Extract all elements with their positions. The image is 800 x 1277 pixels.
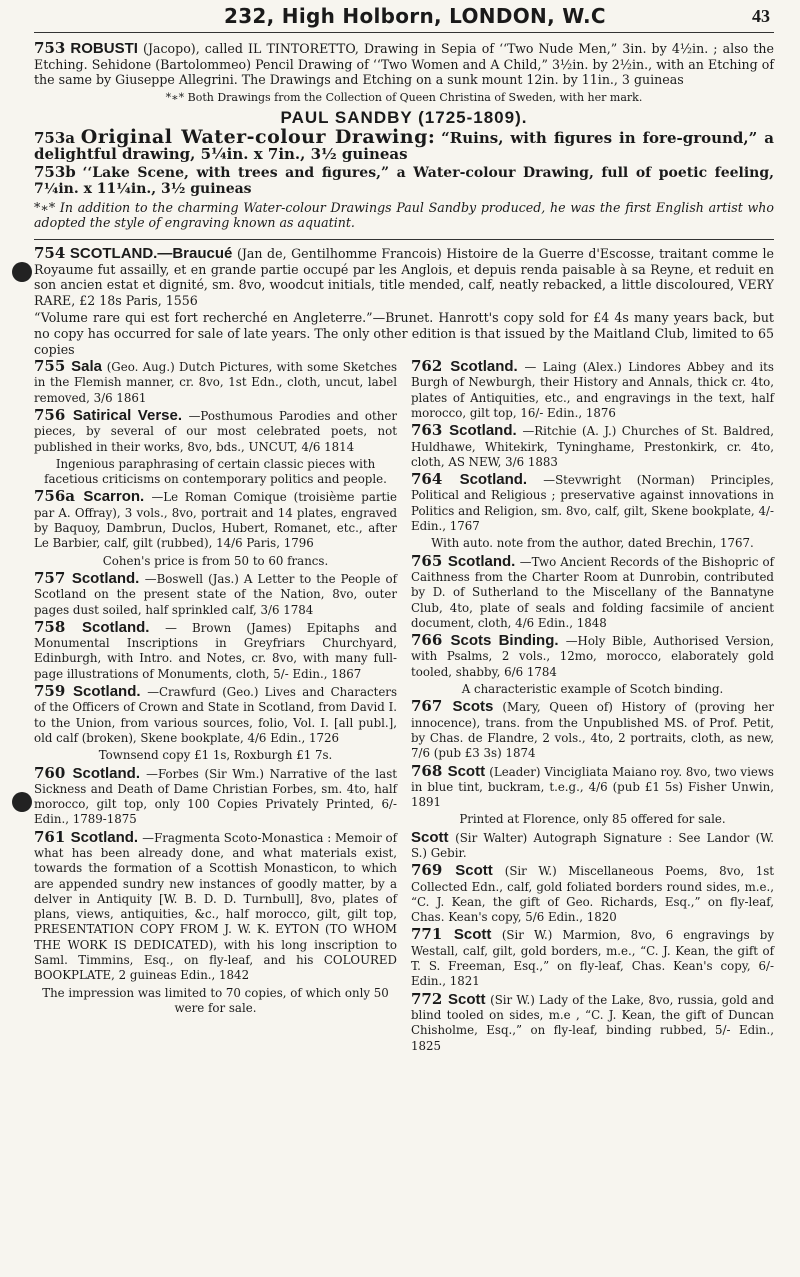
entry-text: The impression was limited to 70 copies, of which only 50 were for sale.	[42, 985, 389, 1015]
catalogue-entry	[34, 568, 397, 618]
entry-text: ‘‘Lake Scene, with trees and figures,” a Water-colour Drawing, full of poetic feeling, 7¼in. x 11¼in., 3½ guineas	[34, 164, 774, 198]
entry-title: Scott	[453, 926, 502, 944]
entry-number: 761	[34, 827, 71, 846]
entry-number: 768	[411, 761, 448, 780]
binding-hole	[12, 262, 32, 282]
entry-text: (Geo. Aug.) Dutch Pictures, with some Sketches in the Flemish manner, cr. 8vo, 1st Edn., cloth, uncut, label removed, 3/6 1861	[34, 360, 397, 405]
entry-number: 758	[34, 617, 82, 636]
entry-note	[411, 812, 774, 827]
entry-text: (Mary, Queen of) History of (proving her innocence), trans. from the Unpublished MS. of Prof. Petit, by Chas. de Flandre, 2 vols., 4to, 2 portraits, cloth, as new, 7/6 (pub £3 3s) 1874	[411, 700, 774, 761]
entry-note	[34, 748, 397, 763]
page-header	[34, 0, 774, 33]
entry-text: —Two Ancient Records of the Bishopric of Caithness from the Charter Room at Dunrobin, contributed by D. of Sutherland to the Miscellany of the Bannatyne Club, 4to, plate of seals and folding facsimile of ancient document, cloth, 4/6 Edin., 1848	[411, 554, 774, 630]
catalogue-entry	[34, 617, 397, 682]
entry-text: —Forbes (Sir Wm.) Narrative of the last Sickness and Death of Dame Christian Forbes, sm. 4to, half morocco, gilt top, only 100 Copies Privately Printed, 6/- Edin., 1789-1875	[34, 766, 397, 827]
entry-number: 753b	[34, 162, 76, 181]
entry-number: 757	[34, 568, 72, 587]
entry-note	[411, 830, 774, 862]
entry-title: Sala	[71, 358, 107, 376]
entry-title: Scotland.	[459, 471, 544, 489]
entry-text: (Leader) Vincigliata Maiano roy. 8vo, two views in blue tint, buckram, t.e.g., 4/6 (pub £1 5s) Fisher Unwin, 1891	[411, 764, 774, 810]
entry-title: Scotland.	[81, 618, 166, 636]
entry-title: Scotland.	[447, 552, 520, 570]
entry-text: Printed at Florence, only 85 offered for sale.	[459, 812, 726, 827]
catalogue-entry	[34, 41, 774, 88]
catalogue-page	[34, 0, 774, 1056]
catalogue-entry	[34, 827, 397, 984]
entry-text: —Le Roman Comique (troisième partie par A. Offray), 3 vols., 8vo, portrait and 14 plates, engraved by Baquoy, Dambrun, Duclos, Hubert, Romanet, etc., after Le Barbier, calf, gilt (rubbed), 14/6 Paris, 1796	[34, 490, 397, 551]
two-column-listing	[34, 359, 774, 1056]
entry-number: 753	[34, 39, 66, 57]
entry-note	[34, 986, 397, 1017]
entry-text: Cohen's price is from 50 to 60 francs.	[102, 553, 329, 568]
right-column	[411, 359, 774, 1056]
entry-text: —Posthumous Parodies and other pieces, by several of our most celebrated poets, not published in their works, 8vo, bds., UNCUT, 4/6 1814	[34, 408, 397, 454]
catalogue-entry	[34, 162, 774, 198]
entry-number: 767	[411, 697, 453, 716]
entry-text: (Sir W.) Miscellaneous Poems, 8vo, 1st Collected Edn., calf, gold foliated borders round sides, m.e., “C. J. Kean, the gift of Geo. Richards, Esq.,” on fly-leaf, Chas. Kean's copy, 5/6 Edin., 1820	[411, 864, 774, 925]
entry-text: (Sir W.) Lady of the Lake, 8vo, russia, gold and blind tooled on sides, m.e , “C. J. Kean, the gift of Duncan Chisholme, Esq.,” on fly-leaf, binding rubbed, 5/- Edin., 1825	[411, 992, 774, 1053]
entry-title: Scott	[447, 990, 491, 1008]
catalogue-entry	[34, 489, 397, 551]
catalogue-entry	[34, 763, 397, 828]
entry-text: A characteristic example of Scotch binding.	[461, 682, 724, 697]
entry-note: *∗* Both Drawings from the Collection of Queen Christina of Sweden, with her mark.	[165, 90, 643, 104]
entry-note	[34, 457, 397, 488]
entry-note	[411, 682, 774, 697]
catalogue-entry	[411, 863, 774, 925]
entry-title: Scots	[452, 698, 503, 716]
catalogue-entry	[411, 761, 774, 811]
entry-number: 753a	[34, 129, 76, 148]
entry-text: —Ritchie (A. J.) Churches of St. Baldred, Huldhawe, Whitekirk, Tyninghame, Prestonkirk, cr. 4to, cloth, AS NEW, 3/6 1883	[411, 424, 774, 469]
entry-text: —Boswell (Jas.) A Letter to the People of Scotland on the present state of the Nation, 8vo, outer pages dust soiled, half sprinkled calf, 3/6 1784	[34, 571, 397, 617]
entry-title: Scotland.	[70, 828, 143, 846]
catalogue-entry	[34, 684, 397, 746]
catalogue-entry	[411, 359, 774, 421]
bookseller-address: 232, High Holborn, LONDON, W.C	[224, 4, 606, 28]
entry-text: —Crawfurd (Geo.) Lives and Characters of the Officers of Crown and State in Scotland, from David I. to the Union, from various sources, folio, Vol. I. [all publ.], old calf (broken), Skene bookplate, 4/6 Edin., 1726	[34, 685, 397, 745]
entry-title: Scotland.	[449, 422, 523, 440]
entry-title: Scott	[447, 762, 490, 780]
entry-text: (Sir W.) Marmion, 8vo, 6 engravings by Westall, calf, gilt, gold borders, m.e., “C. J. Kean, the gift of T. S. Freeman, Esq.,” on fly-leaf, Chas. Kean's copy, 6/- Edin., 1821	[411, 928, 775, 989]
catalogue-entry	[411, 699, 774, 761]
catalogue-entry	[34, 126, 774, 163]
entry-note	[411, 536, 774, 551]
entry-number: 766	[411, 631, 451, 650]
entry-text: With auto. note from the author, dated Brechin, 1767.	[431, 536, 754, 551]
catalogue-entry	[411, 927, 774, 989]
entry-text: (Jacopo), called IL TINTORETTO, Drawing in Sepia of ‘‘Two Nude Men,” 3in. by 4½in. ; also the Etching. Sehidone (Bartolommeo) Pencil Drawing of ‘‘Two Women and A Child,” 3½in. by 2½in., with an Etching of the same by Giuseppe Allegrini. The Drawings and Etching on a sunk mount 12in. by 11in., 3 guineas	[34, 41, 774, 88]
section-heading: PAUL SANDBY (1725-1809).	[280, 108, 528, 128]
entry-title: Scotland.	[450, 358, 525, 376]
catalogue-entry	[34, 405, 397, 455]
entry-number: 756a	[34, 487, 84, 506]
catalogue-entry	[411, 989, 774, 1054]
entry-text: (Jan de, Gentilhomme Francois) Histoire de la Guerre d'Escosse, traitant comme le Royaume fut assailly, et en grande partie occupé par les Anglois, et depuis renda paisable à sa Reyne, et reduit en son ancien estat et dignité, sm. 8vo, woodcut initials, title mended, calf, neatly rebacked, a little discoloured, VERY RARE, £2 18s Paris, 1556	[34, 245, 774, 308]
entry-number: 771	[411, 925, 454, 944]
page-number: 43	[752, 6, 770, 26]
entry-title: Scott	[411, 828, 456, 846]
entry-number: 755	[34, 357, 72, 376]
entry-text: —Fragmenta Scoto-Monastica : Memoir of what has been already done, and what materials exist, towards the formation of a Scottish Monasticon, to which are appended sundry new instances of goodly matter, by a delver in Antiquity [W. B. D. D. Turnbull], 8vo, plates of plans, views, antiquities, &c., half morocco, gilt, gilt top, PRESENTATION COPY FROM J. W. K. EYTON (TO WHOM THE WORK IS DEDICATED), with his long inscription to Saml. Timmins, Esq., on fly-leaf, and his COLOURED BOOKPLATE, 2 guineas Edin., 1842	[34, 830, 397, 983]
catalogue-entry	[411, 423, 774, 470]
entry-text: Townsend copy £1 1s, Roxburgh £1 7s.	[98, 748, 333, 763]
entry-text: “Ruins, with figures in fore-ground,” a delightful drawing, 5¼in. x 7in., 3½ guineas	[34, 129, 774, 163]
left-column	[34, 359, 397, 1056]
entry-text: —Holy Bible, Authorised Version, with Psalms, 2 vols., 12mo, morocco, elaborately gold tooled, shabby, 6/6 1784	[411, 634, 775, 679]
catalogue-entry	[411, 472, 774, 534]
entry-title: Scotland.	[72, 764, 147, 782]
entry-note	[34, 554, 397, 569]
catalogue-entry	[411, 551, 774, 631]
entry-title: Scots Binding.	[450, 632, 566, 650]
entry-number: 760	[34, 763, 73, 782]
entry-number: 765	[411, 551, 448, 570]
entry-number: 756	[34, 405, 73, 424]
entry-number: 772	[411, 989, 448, 1008]
binding-hole	[12, 792, 32, 812]
entry-title: Scotland.	[71, 569, 145, 587]
entry-note: “Volume rare qui est fort recherché en Angleterre.”—Brunet. Hanrott's copy sold for £4 4s many years back, but no copy has occurred for sale of late years. The only other edition is that issued by the Maitland Club, limited to 65 copies	[34, 310, 774, 357]
entry-title: Scott	[455, 862, 505, 880]
entry-note: *∗* In addition to the charming Water-colour Drawings Paul Sandby produced, he was the first English artist who adopted the style of engraving known as aquatint.	[34, 199, 774, 231]
catalogue-entry	[411, 633, 774, 680]
entry-title: Scarron.	[83, 488, 152, 506]
entry-number: 764	[411, 470, 460, 489]
entry-text: (Sir Walter) Autograph Signature : See Landor (W. S.) Gebir.	[411, 830, 774, 860]
entry-text: — Brown (James) Epitaphs and Monumental Inscriptions in Greyfriars Churchyard, Edinburgh, with Intro. and Notes, cr. 8vo, with many full-page illustrations of Monuments, cloth, 5/- Edin., 1867	[34, 620, 397, 681]
section-divider	[34, 239, 774, 240]
entry-title: Original Water-colour Drawing:	[80, 126, 436, 149]
entry-number: 769	[411, 861, 456, 880]
entry-title: SCOTLAND.—Braucué	[69, 244, 233, 262]
entry-number: 754	[34, 243, 66, 262]
entry-title: Scotland.	[73, 683, 148, 701]
entry-title: Satirical Verse.	[72, 406, 189, 424]
entry-number: 762	[411, 357, 451, 376]
entry-number: 763	[411, 421, 450, 440]
entry-text: — Laing (Alex.) Lindores Abbey and its Burgh of Newburgh, their History and Annals, thick cr. 4to, plates of Antiquities, etc., and engravings in the text, half morocco, gilt top, 16/- Edin., 1876	[411, 360, 774, 420]
catalogue-entry	[34, 243, 774, 308]
catalogue-entry	[34, 359, 397, 406]
entry-title: ROBUSTI	[70, 40, 138, 57]
entry-number: 759	[34, 682, 74, 701]
entry-text: —Stevwright (Norman) Principles, Political and Religious ; preservative against innovations in Politics and Religion, sm. 8vo, calf, gilt, Skene bookplate, 4/- Edin., 1767	[411, 473, 774, 534]
entry-text: Ingenious paraphrasing of certain classic pieces with facetious criticisms on contemporary politics and people.	[44, 456, 387, 487]
